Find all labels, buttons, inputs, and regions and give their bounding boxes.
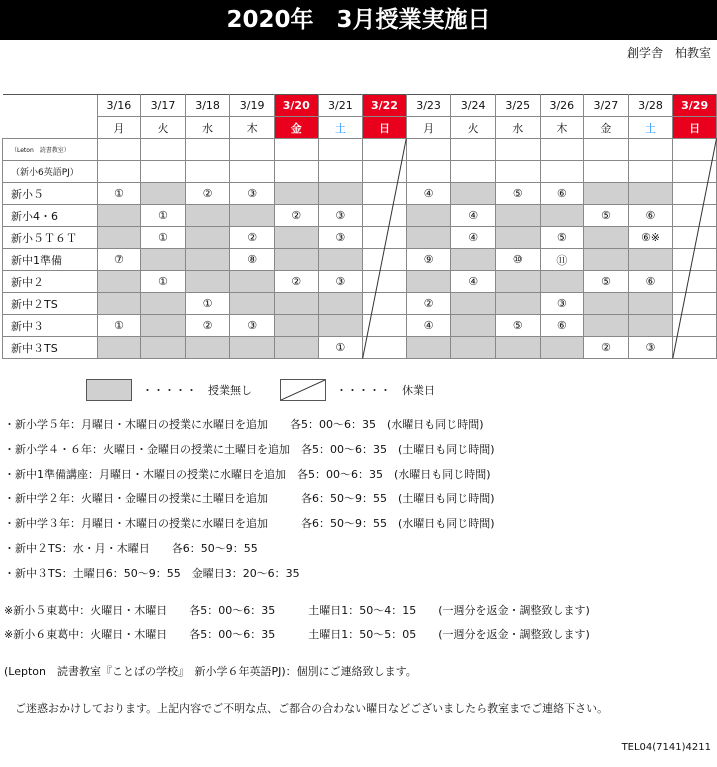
lesson-cell: ① [185, 293, 230, 315]
date-header: 3/27 [584, 95, 629, 117]
lesson-cell: ① [97, 315, 141, 337]
lesson-cell [495, 205, 540, 227]
note-line: ※新小６東葛中：火曜日・木曜日 各5：00～6：35 土曜日1：50～5：05 (一週分を返金・調整致します) [4, 628, 590, 642]
schedule-row [3, 249, 717, 271]
lesson-cell [185, 227, 230, 249]
weekday-header: 金 [584, 117, 629, 139]
no-class-label: ・・・・・ 授業無し [142, 384, 252, 397]
note-line: ・新中２TS：水・月・木曜日 各6：50～9：55 [4, 541, 258, 555]
lesson-cell [318, 183, 363, 205]
lesson-cell [540, 337, 584, 359]
weekday-header: 月 [406, 117, 451, 139]
weekday-header: 日 [673, 117, 717, 139]
lesson-cell [230, 293, 275, 315]
lesson-cell: ④ [451, 205, 496, 227]
date-header: 3/28 [628, 95, 673, 117]
weekday-header: 木 [230, 117, 275, 139]
schedule-row [3, 227, 717, 249]
lesson-cell [628, 161, 673, 183]
date-header: 3/17 [141, 95, 186, 117]
lesson-cell [584, 161, 629, 183]
lesson-cell: ⑦ [97, 249, 141, 271]
note-line: ・新中学２年：火曜日・金曜日の授業に土曜日を追加 各6：50～9：55 (土曜日も同じ時間) [4, 492, 495, 506]
lesson-cell [318, 315, 363, 337]
lesson-cell [628, 293, 673, 315]
phone-number: TEL04(7141)4211 [621, 742, 711, 753]
weekday-header: 土 [318, 117, 363, 139]
date-header: 3/19 [230, 95, 275, 117]
no-class-swatch [86, 379, 132, 401]
lesson-cell: ⑥※ [628, 227, 673, 249]
lesson-cell [363, 205, 407, 227]
lesson-cell [274, 139, 318, 161]
lesson-cell: ③ [230, 183, 275, 205]
corner-cell [3, 117, 98, 139]
lesson-cell: ⑧ [230, 249, 275, 271]
lesson-cell [673, 205, 717, 227]
legend [86, 380, 466, 400]
lesson-cell [363, 249, 407, 271]
lesson-cell [274, 249, 318, 271]
lesson-cell: ③ [628, 337, 673, 359]
lesson-cell [185, 337, 230, 359]
date-header: 3/23 [406, 95, 451, 117]
lesson-cell [584, 293, 629, 315]
lesson-cell [495, 161, 540, 183]
date-header: 3/21 [318, 95, 363, 117]
lesson-cell: ⑥ [628, 205, 673, 227]
lesson-cell [540, 205, 584, 227]
lesson-cell [97, 161, 141, 183]
lesson-cell [274, 227, 318, 249]
lesson-cell [97, 337, 141, 359]
notes [4, 413, 716, 722]
note-line: ・新小学５年：月曜日・木曜日の授業に水曜日を追加 各5：00～6：35 (水曜日も同じ時間) [4, 418, 484, 431]
lesson-cell [628, 139, 673, 161]
lesson-cell [363, 183, 407, 205]
lesson-cell [363, 271, 407, 293]
lesson-cell [673, 293, 717, 315]
lesson-cell: ④ [451, 227, 496, 249]
schedule-row [3, 183, 717, 205]
schedule-row [3, 271, 717, 293]
lesson-cell: ① [97, 183, 141, 205]
lesson-cell [584, 183, 629, 205]
lesson-cell [495, 293, 540, 315]
weekday-header: 水 [185, 117, 230, 139]
lesson-cell: ② [406, 293, 451, 315]
lesson-cell [141, 249, 186, 271]
note-line: ・新中３TS：土曜日6：50～9：55 金曜日3：20～6：35 [4, 566, 300, 580]
lesson-cell: ② [230, 227, 275, 249]
class-name: 新中３TS [3, 337, 98, 359]
lesson-cell: ③ [540, 293, 584, 315]
note-line: ※新小５東葛中：火曜日・木曜日 各5：00～6：35 土曜日1：50～4：15 (一週分を返金・調整致します) [4, 603, 590, 617]
lesson-cell: ⑤ [540, 227, 584, 249]
date-header: 3/25 [495, 95, 540, 117]
schedule-row [3, 315, 717, 337]
lesson-cell: ③ [318, 271, 363, 293]
lesson-cell [406, 161, 451, 183]
note-line: ・新中1準備講座：月曜日・木曜日の授業に水曜日を追加 各5：00～6：35 (水曜日も同じ時間) [4, 467, 491, 481]
lesson-cell [318, 293, 363, 315]
lesson-cell: ⑤ [584, 205, 629, 227]
date-header: 3/29 [673, 95, 717, 117]
lesson-cell [274, 293, 318, 315]
lesson-cell [185, 249, 230, 271]
lesson-cell [363, 315, 407, 337]
lesson-cell [495, 337, 540, 359]
weekday-header: 水 [495, 117, 540, 139]
lesson-cell [451, 139, 496, 161]
date-header: 3/24 [451, 95, 496, 117]
note-line: ・新中学３年：月曜日・木曜日の授業に水曜日を追加 各6：50～9：55 (水曜日も同じ時間) [4, 517, 495, 531]
lesson-cell [318, 249, 363, 271]
lesson-cell [185, 139, 230, 161]
lesson-cell [141, 161, 186, 183]
date-header: 3/18 [185, 95, 230, 117]
lesson-cell [673, 227, 717, 249]
lesson-cell [185, 161, 230, 183]
lesson-cell [274, 337, 318, 359]
lesson-cell [274, 161, 318, 183]
class-name: 新小4・6 [3, 205, 98, 227]
lesson-cell [185, 205, 230, 227]
weekday-header: 木 [540, 117, 584, 139]
lesson-cell: ④ [406, 183, 451, 205]
schedule-row [3, 293, 717, 315]
weekday-header: 火 [451, 117, 496, 139]
lesson-cell [185, 271, 230, 293]
lesson-cell [363, 293, 407, 315]
lesson-cell [584, 139, 629, 161]
class-name: 新小５ [3, 183, 98, 205]
lesson-cell [628, 315, 673, 337]
holiday-swatch [280, 379, 326, 401]
note-line: ・新小学４・６年：火曜日・金曜日の授業に土曜日を追加 各5：00～6：35 (土曜日も同じ時間) [4, 442, 495, 456]
lesson-cell [540, 271, 584, 293]
lesson-cell: ② [274, 205, 318, 227]
weekday-header: 火 [141, 117, 186, 139]
lesson-cell [230, 161, 275, 183]
class-name: 新小５Ｔ６Ｔ [3, 227, 98, 249]
lesson-cell: ② [274, 271, 318, 293]
lesson-cell: ③ [318, 205, 363, 227]
lesson-cell [451, 293, 496, 315]
lesson-cell [673, 139, 717, 161]
class-name: （新小6英語PJ） [3, 161, 98, 183]
lesson-cell [230, 271, 275, 293]
corner-cell [3, 95, 98, 117]
lesson-cell: ⑩ [495, 249, 540, 271]
date-header: 3/20 [274, 95, 318, 117]
lesson-cell [495, 227, 540, 249]
lesson-cell: ① [141, 227, 186, 249]
lesson-cell [451, 315, 496, 337]
lesson-cell [495, 271, 540, 293]
lesson-cell [406, 337, 451, 359]
class-name: 新中1準備 [3, 249, 98, 271]
lesson-cell [451, 183, 496, 205]
lesson-cell [584, 227, 629, 249]
lesson-cell [230, 205, 275, 227]
school-name: 創学舎 柏教室 [626, 46, 711, 60]
lesson-cell [363, 139, 407, 161]
date-header: 3/26 [540, 95, 584, 117]
lesson-cell [584, 315, 629, 337]
lesson-cell [584, 249, 629, 271]
lesson-cell: ⑥ [540, 183, 584, 205]
lesson-cell [540, 139, 584, 161]
lesson-cell: ④ [406, 315, 451, 337]
lesson-cell [97, 293, 141, 315]
apology-line: ご迷惑おかけしております。上記内容でご不明な点、ご都合の合わない曜日などございましたら教室までご連絡下さい。 [4, 701, 609, 715]
class-name: 新中３ [3, 315, 98, 337]
lesson-cell: ④ [451, 271, 496, 293]
lesson-cell [673, 161, 717, 183]
schedule-row [3, 161, 717, 183]
weekday-header: 日 [363, 117, 407, 139]
lesson-cell [451, 337, 496, 359]
lesson-cell: ⑤ [495, 183, 540, 205]
lesson-cell [230, 139, 275, 161]
lesson-cell: ② [185, 183, 230, 205]
lesson-cell [628, 249, 673, 271]
lesson-cell [141, 139, 186, 161]
lesson-cell [363, 337, 407, 359]
lesson-cell [673, 249, 717, 271]
lesson-cell: ① [141, 271, 186, 293]
class-name: 新中２TS [3, 293, 98, 315]
holiday-label: ・・・・・ 休業日 [336, 384, 435, 397]
lesson-cell [141, 183, 186, 205]
lesson-cell [97, 205, 141, 227]
date-header: 3/22 [363, 95, 407, 117]
weekday-header: 月 [97, 117, 141, 139]
date-header: 3/16 [97, 95, 141, 117]
lesson-cell [673, 315, 717, 337]
lesson-cell [141, 337, 186, 359]
lesson-cell: ⑪ [540, 249, 584, 271]
lesson-cell [540, 161, 584, 183]
page-title: 2020年 3月授業実施日 [0, 0, 717, 40]
schedule-table [2, 94, 717, 359]
schedule-row [3, 337, 717, 359]
schedule-row [3, 205, 717, 227]
lesson-cell [451, 161, 496, 183]
lesson-cell [406, 139, 451, 161]
class-name: 新中２ [3, 271, 98, 293]
lesson-cell [318, 161, 363, 183]
lesson-cell [406, 205, 451, 227]
lesson-cell: ⑥ [628, 271, 673, 293]
lesson-cell: ⑤ [495, 315, 540, 337]
lesson-cell [406, 227, 451, 249]
lesson-cell [363, 161, 407, 183]
lesson-cell [451, 249, 496, 271]
lesson-cell [628, 183, 673, 205]
lesson-cell [406, 271, 451, 293]
class-name: （Leton 読書教室） [3, 139, 98, 161]
lesson-cell [97, 139, 141, 161]
weekday-header: 土 [628, 117, 673, 139]
lesson-cell: ① [141, 205, 186, 227]
lesson-cell: ② [584, 337, 629, 359]
lesson-cell: ① [318, 337, 363, 359]
lesson-cell: ② [185, 315, 230, 337]
lesson-cell [141, 293, 186, 315]
lesson-cell [97, 271, 141, 293]
lesson-cell [673, 271, 717, 293]
lesson-cell: ⑥ [540, 315, 584, 337]
lesson-cell: ⑤ [584, 271, 629, 293]
note-line: (Lepton 読書教室『ことばの学校』 新小学６年英語PJ)：個別にご連絡致します。 [4, 665, 417, 679]
lesson-cell [363, 227, 407, 249]
lesson-cell [318, 139, 363, 161]
lesson-cell [274, 315, 318, 337]
weekday-header: 金 [274, 117, 318, 139]
lesson-cell: ③ [230, 315, 275, 337]
lesson-cell [141, 315, 186, 337]
lesson-cell [230, 337, 275, 359]
lesson-cell: ⑨ [406, 249, 451, 271]
lesson-cell [673, 183, 717, 205]
lesson-cell [495, 139, 540, 161]
lesson-cell [274, 183, 318, 205]
lesson-cell [97, 227, 141, 249]
lesson-cell [673, 337, 717, 359]
lesson-cell: ③ [318, 227, 363, 249]
schedule-row [3, 139, 717, 161]
